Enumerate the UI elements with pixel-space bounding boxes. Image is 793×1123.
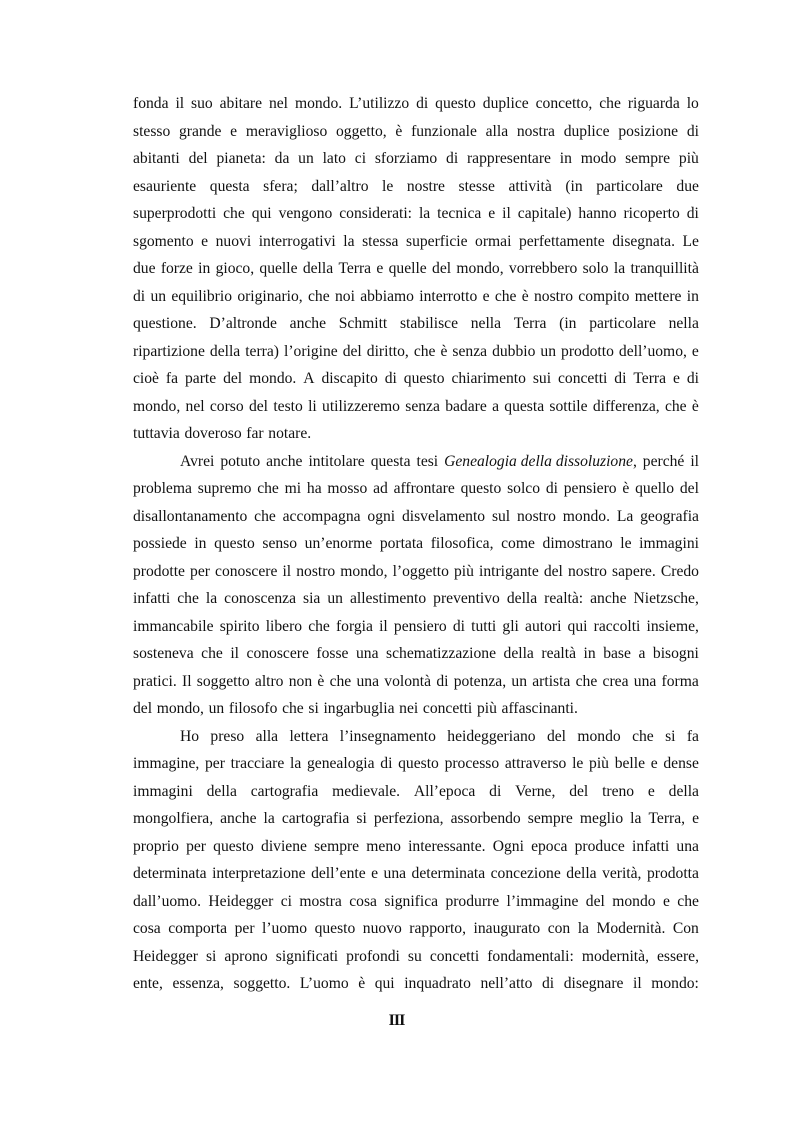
text-line: problema supremo che mi ha mosso ad affrontare questo solco di pensiero è quello del [133, 480, 699, 497]
text-line: stesso grande e meraviglioso oggetto, è funzionale alla nostra duplice posizione di [133, 122, 699, 140]
document-body [133, 90, 699, 998]
text-line: cosa comporta per l’uomo questo nuovo rapporto, inaugurato con la Modernità. Con [133, 920, 699, 937]
text-line: mongolfiera, anche la cartografia si perfeziona, assorbendo sempre meglio la Terra, e [133, 810, 699, 827]
text-line: sosteneva che il conoscere fosse una schematizzazione della realtà in base a bisogni [133, 645, 699, 662]
text-line: disallontanamento che accompagna ogni disvelamento sul nostro mondo. La geografia [133, 507, 699, 525]
text-line: pratici. Il soggetto altro non è che una volontà di potenza, un artista che crea una forma [133, 672, 699, 690]
paragraph [133, 448, 699, 723]
page-number: III [388, 1012, 405, 1029]
text-line: mondo, nel corso del testo li utilizzeremo senza badare a questa sottile differenza, che è [133, 397, 699, 415]
text-line: determinata interpretazione dell’ente e una determinata concezione della verità, prodotta [133, 865, 699, 882]
paragraph [133, 90, 699, 448]
text-line: fonda il suo abitare nel mondo. L’utilizzo di questo duplice concetto, che riguarda lo [133, 95, 699, 112]
text-line: di un equilibrio originario, che noi abbiamo interrotto e che è nostro compito mettere in [133, 287, 699, 305]
text-line: prodotte per conoscere il nostro mondo, l’oggetto più intrigante del nostro sapere. Credo [133, 562, 699, 580]
text-line: infatti che la conoscenza sia un allestimento preventivo della realtà: anche Nietzsche, [133, 590, 699, 607]
text-line: due forze in gioco, quelle della Terra e quelle del mondo, vorrebbero solo la tranquillità [133, 260, 699, 277]
text-line: abitanti del pianeta: da un lato ci sforziamo di rappresentare in modo sempre più [133, 150, 699, 167]
text-line: del mondo, un filosofo che si ingarbuglia nei concetti più affascinanti. [133, 700, 578, 717]
paragraph [133, 723, 699, 998]
text-line: superprodotti che qui vengono considerati: la tecnica e il capitale) hanno ricoperto di [133, 205, 699, 222]
text-line: Heidegger si aprono significati profondi su concetti fondamentali: modernità, essere, [133, 947, 699, 965]
text-line: possiede in questo senso un’enorme portata filosofica, come dimostrano le immagini [133, 535, 699, 552]
text-line: Avrei potuto anche intitolare questa tesi Genealogia della dissoluzione, perché il [180, 452, 699, 470]
text-line: proprio per questo diviene sempre meno interessante. Ogni epoca produce infatti una [133, 837, 699, 855]
text-line: ente, essenza, soggetto. L’uomo è qui inquadrato nell’atto di disegnare il mondo: [133, 975, 699, 992]
text-line: immagini della cartografia medievale. All’epoca di Verne, del treno e della [133, 782, 699, 800]
text-line: immancabile spirito libero che forgia il pensiero di tutti gli autori qui raccolti insieme, [133, 617, 699, 635]
text-line: dall’uomo. Heidegger ci mostra cosa significa produrre l’immagine del mondo e che [133, 892, 699, 910]
text-line: sgomento e nuovi interrogativi la stessa superficie ormai perfettamente disegnata. Le [133, 232, 699, 250]
text-line: esauriente questa sfera; dall’altro le nostre stesse attività (in particolare due [133, 177, 699, 195]
text-line: tuttavia doveroso far notare. [133, 425, 312, 442]
text-line: cioè fa parte del mondo. A discapito di questo chiarimento sui concetti di Terra e di [133, 370, 699, 387]
text-line: ripartizione della terra) l’origine del diritto, che è senza dubbio un prodotto dell’uomo, e [133, 342, 699, 360]
text-line: Ho preso alla lettera l’insegnamento heideggeriano del mondo che si fa [180, 727, 699, 745]
text-line: questione. D’altronde anche Schmitt stabilisce nella Terra (in particolare nella [133, 315, 699, 332]
text-line: immagine, per tracciare la genealogia di questo processo attraverso le più belle e dense [133, 755, 699, 772]
